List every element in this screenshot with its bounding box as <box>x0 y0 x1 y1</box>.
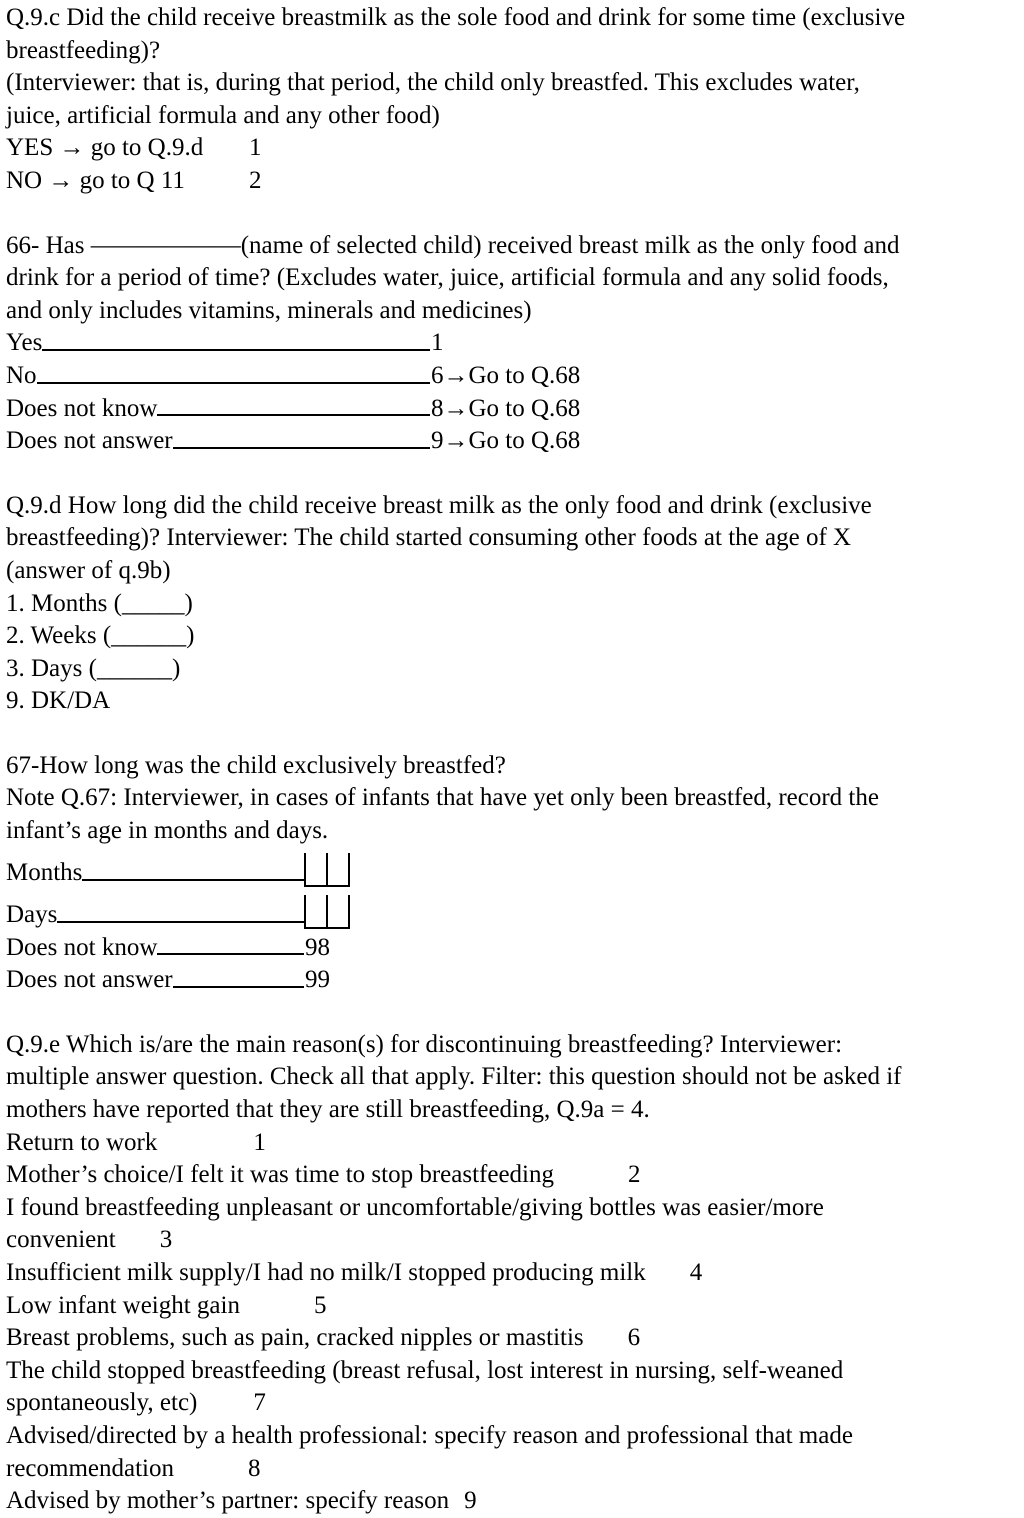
entry-cell <box>326 895 348 927</box>
reason-code: 9 <box>464 1487 477 1515</box>
reason-text: Low infant weight gain <box>6 1291 240 1319</box>
question-q9e <box>6 1029 1016 1518</box>
entry-row-months <box>6 848 1016 890</box>
reason-row-mothers-choice <box>6 1159 1016 1192</box>
leader-line <box>173 447 430 449</box>
question-text-line: 67-How long was the child exclusively breastfed? <box>6 751 506 779</box>
option-code: 6→Go to Q.68 <box>431 361 581 389</box>
reason-code: 3 <box>159 1226 173 1254</box>
reason-text: Insufficient milk supply/I had no milk/I stopped producing milk <box>6 1259 646 1286</box>
leader-line <box>157 414 430 416</box>
option-code: 99 <box>305 966 330 994</box>
reason-code: 4 <box>689 1259 703 1286</box>
option-row-does-not-answer <box>6 964 1016 997</box>
entry-cell <box>326 853 348 885</box>
option-label-group <box>6 393 430 426</box>
section-spacer <box>6 997 1016 1029</box>
option-row-yes <box>6 132 1016 165</box>
question-q66 <box>6 230 1016 458</box>
answer-item-months: 1. Months (_____) <box>6 589 193 617</box>
option-row-does-not-know <box>6 393 1016 426</box>
question-text-line: multiple answer question. Check all that apply. Filter: this question should not be asked if <box>6 1063 902 1091</box>
option-code: 1 <box>431 329 444 357</box>
option-label-group <box>6 360 430 393</box>
question-text-line: and only includes vitamins, minerals and medicines) <box>6 296 532 324</box>
leader-line <box>57 921 304 923</box>
section-spacer <box>6 458 1016 490</box>
tab-spacer <box>157 1149 253 1150</box>
reason-row-low-weight-gain <box>6 1290 1016 1323</box>
tab-spacer <box>197 1409 253 1410</box>
option-label-group <box>6 425 430 458</box>
option-label-group <box>6 964 304 997</box>
entry-cell <box>306 895 326 927</box>
option-label-group <box>6 932 304 965</box>
digit-entry-box <box>304 853 350 887</box>
option-label: Does not know <box>6 933 158 961</box>
option-label: Yes <box>6 329 43 357</box>
tab-spacer <box>554 1181 628 1182</box>
reason-code: 1 <box>253 1128 266 1156</box>
option-label-group <box>6 899 304 932</box>
option-label: NO → go to Q 11 <box>6 166 185 194</box>
reason-text: Advised by mother’s partner: specify reason <box>6 1487 450 1515</box>
question-text-line: 66- Has ——————(name of selected child) received breast milk as the only food and <box>6 231 900 259</box>
answer-item-weeks: 2. Weeks (______) <box>6 622 195 650</box>
option-label-group <box>6 132 248 165</box>
option-code: 8→Go to Q.68 <box>431 394 581 422</box>
option-label-group <box>6 327 430 360</box>
reason-row-child-stopped-line2 <box>6 1387 1016 1420</box>
leader-line <box>173 986 304 988</box>
leader-line <box>157 953 304 955</box>
question-q67 <box>6 750 1016 997</box>
reason-row-breast-problems <box>6 1322 1016 1355</box>
option-row-no <box>6 360 1016 393</box>
reason-code: 6 <box>627 1324 641 1352</box>
option-row-yes <box>6 327 1016 360</box>
question-text-line: Note Q.67: Interviewer, in cases of infants that have yet only been breastfed, record the <box>6 784 879 812</box>
entry-row-days <box>6 890 1016 932</box>
option-label: Does not answer <box>6 427 173 455</box>
question-q9d <box>6 490 1016 718</box>
reason-row-child-stopped-line1: The child stopped breastfeeding (breast refusal, lost interest in nursing, self-weaned <box>6 1356 844 1384</box>
option-label: Does not know <box>6 394 158 422</box>
reason-row-mothers-partner <box>6 1485 1016 1518</box>
reason-text: convenient <box>6 1226 116 1254</box>
option-row-does-not-know <box>6 932 1016 965</box>
option-row-no <box>6 165 1016 198</box>
question-text-line: breastfeeding)? Interviewer: The child started consuming other foods at the age of X <box>6 524 852 552</box>
question-text-line: Q.9.d How long did the child receive breast milk as the only food and drink (exclusive <box>6 491 872 519</box>
option-code: 1 <box>249 134 262 162</box>
reason-code: 7 <box>253 1389 266 1417</box>
question-text-line: breastfeeding)? <box>6 36 161 64</box>
answer-item-dkda: 9. DK/DA <box>6 687 111 715</box>
digit-entry-box <box>304 895 350 929</box>
reason-text: recommendation <box>6 1454 174 1482</box>
reason-code: 8 <box>248 1454 261 1482</box>
option-code: 2 <box>249 166 262 194</box>
leader-line <box>82 879 304 881</box>
reason-text: Breast problems, such as pain, cracked nipples or mastitis <box>6 1324 584 1352</box>
option-label-group <box>6 165 248 198</box>
reason-row-unpleasant-line2 <box>6 1224 1016 1257</box>
reason-row-insufficient-milk <box>6 1257 1016 1290</box>
tab-spacer <box>646 1279 690 1280</box>
section-spacer <box>6 718 1016 750</box>
option-label: Months <box>6 859 83 887</box>
reason-row-health-professional-line1: Advised/directed by a health professional: specify reason and professional that made <box>6 1421 853 1449</box>
question-text-line: Q.9.c Did the child receive breastmilk as the sole food and drink for some time (exclusive <box>6 4 906 31</box>
question-text-line: infant’s age in months and days. <box>6 817 329 845</box>
reason-row-unpleasant-line1: I found breastfeeding unpleasant or uncomfortable/giving bottles was easier/more <box>6 1193 824 1221</box>
answer-item-days: 3. Days (______) <box>6 654 181 682</box>
option-label: YES → go to Q.9.d <box>6 134 204 162</box>
question-text-line: juice, artificial formula and any other food) <box>6 101 440 129</box>
reason-text: Mother’s choice/I felt it was time to stop breastfeeding <box>6 1161 554 1189</box>
reason-row-return-to-work <box>6 1127 1016 1160</box>
leader-line <box>42 349 430 351</box>
question-text-line: Q.9.e Which is/are the main reason(s) for discontinuing breastfeeding? Interviewer: <box>6 1030 843 1058</box>
question-text-line: (Interviewer: that is, during that period, the child only breastfed. This excludes water, <box>6 69 860 97</box>
leader-line <box>37 382 430 384</box>
question-text-line: drink for a period of time? (Excludes water, juice, artificial formula and any solid foods, <box>6 264 889 292</box>
option-code: 9→Go to Q.68 <box>431 427 581 455</box>
question-text-line: (answer of q.9b) <box>6 556 171 584</box>
reason-text: Return to work <box>6 1128 158 1156</box>
tab-spacer <box>116 1246 160 1247</box>
section-spacer <box>6 198 1016 230</box>
option-label: Does not answer <box>6 966 173 994</box>
option-label: Days <box>6 901 58 929</box>
reason-row-health-professional-line2 <box>6 1453 1016 1486</box>
question-text-line: mothers have reported that they are still breastfeeding, Q.9a = 4. <box>6 1096 650 1124</box>
option-label-group <box>6 857 304 890</box>
reason-code: 5 <box>313 1291 327 1319</box>
option-row-does-not-answer <box>6 425 1016 458</box>
entry-cell <box>306 853 326 885</box>
option-label: No <box>6 361 37 389</box>
reason-text: spontaneously, etc) <box>6 1389 198 1417</box>
reason-code: 2 <box>628 1161 641 1189</box>
tab-spacer <box>584 1344 628 1345</box>
tab-spacer <box>174 1475 248 1476</box>
question-q9c <box>6 2 1016 198</box>
option-code: 98 <box>305 933 330 961</box>
tab-spacer <box>240 1312 314 1313</box>
